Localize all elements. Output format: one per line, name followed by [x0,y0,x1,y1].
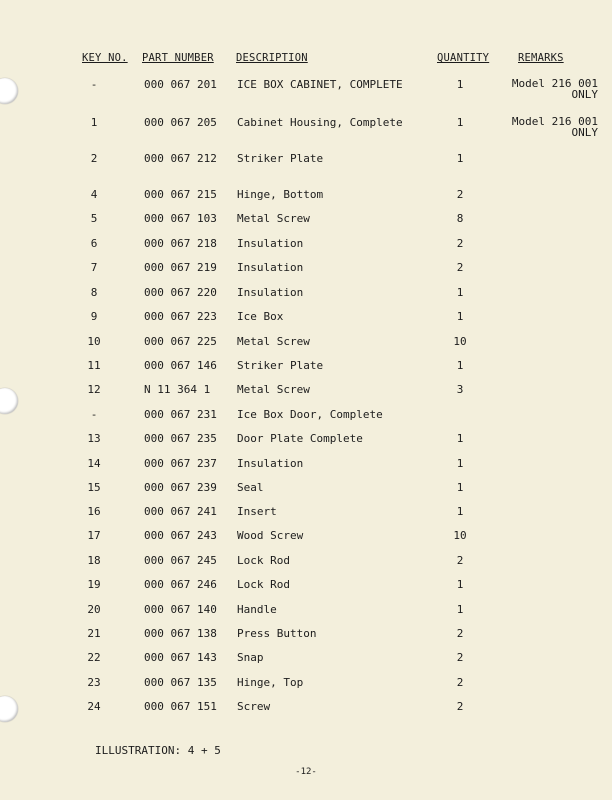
description-cell: Lock Rod [237,578,290,591]
key-no-cell: 9 [90,310,98,323]
key-no-cell: 11 [87,359,101,372]
quantity-cell: 1 [456,432,464,445]
description-cell: Hinge, Bottom [237,188,324,201]
table-row [0,627,612,641]
header-part-number: PART NUMBER [142,52,214,64]
part-number-cell: 000 067 231 [144,408,217,421]
key-no-cell: 13 [87,432,101,445]
part-number-cell: 000 067 241 [144,505,217,518]
part-number-cell: 000 067 151 [144,700,217,713]
part-number-cell: 000 067 245 [144,554,217,567]
part-number-cell: N 11 364 1 [144,383,211,396]
key-no-cell: 14 [87,457,101,470]
key-no-cell: 7 [90,261,98,274]
header-remarks: REMARKS [518,52,564,64]
header-quantity: QUANTITY [437,52,490,64]
key-no-cell: 22 [87,651,101,664]
table-row [0,676,612,690]
table-row [0,152,612,166]
table-row [0,603,612,617]
description-cell: Handle [237,603,277,616]
description-cell: Seal [237,481,264,494]
part-number-cell: 000 067 146 [144,359,217,372]
quantity-cell: 1 [456,359,464,372]
table-row [0,286,612,300]
part-number-cell: 000 067 239 [144,481,217,494]
quantity-cell: 2 [456,188,464,201]
part-number-cell: 000 067 103 [144,212,217,225]
key-no-cell: 18 [87,554,101,567]
part-number-cell: 000 067 138 [144,627,217,640]
table-row [0,578,612,592]
quantity-cell: 2 [456,261,464,274]
description-cell: Metal Screw [237,335,310,348]
part-number-cell: 000 067 143 [144,651,217,664]
quantity-cell: 1 [456,481,464,494]
description-cell: Lock Rod [237,554,290,567]
description-cell: Insert [237,505,277,518]
description-cell: ICE BOX CABINET, COMPLETE [237,78,403,91]
table-row [0,261,612,275]
table-row [0,529,612,543]
header-description: DESCRIPTION [236,52,308,64]
description-cell: Screw [237,700,271,713]
illustration-reference: ILLUSTRATION: 4 + 5 [95,744,221,757]
quantity-cell: 10 [453,335,467,348]
key-no-cell: 23 [87,676,101,689]
description-cell: Press Button [237,627,317,640]
part-number-cell: 000 067 235 [144,432,217,445]
description-cell: Striker Plate [237,152,324,165]
part-number-cell: 000 067 223 [144,310,217,323]
remarks-cell: Model 216 001 ONLY [511,115,598,139]
description-cell: Hinge, Top [237,676,304,689]
key-no-cell: - [90,408,98,421]
quantity-cell: 1 [456,310,464,323]
key-no-cell: 5 [90,212,98,225]
quantity-cell: 2 [456,676,464,689]
part-number-cell: 000 067 237 [144,457,217,470]
table-row [0,77,612,101]
key-no-cell: 8 [90,286,98,299]
description-cell: Ice Box [237,310,284,323]
description-cell: Striker Plate [237,359,324,372]
description-cell: Ice Box Door, Complete [237,408,383,421]
page-number: -12- [295,767,317,777]
description-cell: Metal Screw [237,383,310,396]
part-number-cell: 000 067 212 [144,152,217,165]
key-no-cell: 17 [87,529,101,542]
description-cell: Insulation [237,237,304,250]
quantity-cell: 2 [456,554,464,567]
description-cell: Snap [237,651,264,664]
table-row [0,432,612,446]
remarks-cell: Model 216 001 ONLY [511,77,598,101]
table-row [0,359,612,373]
quantity-cell: 8 [456,212,464,225]
table-row [0,115,612,139]
key-no-cell: 2 [90,152,98,165]
quantity-cell: 1 [456,578,464,591]
description-cell: Insulation [237,286,304,299]
part-number-cell: 000 067 205 [144,116,217,129]
key-no-cell: 19 [87,578,101,591]
key-no-cell: 4 [90,188,98,201]
key-no-cell: 16 [87,505,101,518]
part-number-cell: 000 067 201 [144,78,217,91]
quantity-cell: 2 [456,700,464,713]
quantity-cell: 1 [456,78,464,91]
quantity-cell: 1 [456,603,464,616]
table-row [0,651,612,665]
quantity-cell: 3 [456,383,464,396]
part-number-cell: 000 067 135 [144,676,217,689]
table-row [0,383,612,397]
part-number-cell: 000 067 220 [144,286,217,299]
table-row [0,457,612,471]
table-row [0,335,612,349]
quantity-cell: 10 [453,529,467,542]
part-number-cell: 000 067 218 [144,237,217,250]
key-no-cell: 20 [87,603,101,616]
part-number-cell: 000 067 243 [144,529,217,542]
key-no-cell: 24 [87,700,101,713]
table-row [0,505,612,519]
quantity-cell: 1 [456,116,464,129]
description-cell: Cabinet Housing, Complete [237,116,403,129]
table-row [0,554,612,568]
header-key-no: KEY NO. [82,52,128,64]
key-no-cell: 12 [87,383,101,396]
table-row [0,481,612,495]
key-no-cell: 21 [87,627,101,640]
key-no-cell: 15 [87,481,101,494]
quantity-cell: 2 [456,627,464,640]
description-cell: Insulation [237,261,304,274]
quantity-cell: 2 [456,651,464,664]
description-cell: Insulation [237,457,304,470]
part-number-cell: 000 067 140 [144,603,217,616]
table-row [0,408,612,422]
table-row [0,237,612,251]
quantity-cell: 1 [456,152,464,165]
part-number-cell: 000 067 219 [144,261,217,274]
key-no-cell: 1 [90,116,98,129]
part-number-cell: 000 067 215 [144,188,217,201]
part-number-cell: 000 067 225 [144,335,217,348]
quantity-cell: 1 [456,457,464,470]
key-no-cell: 6 [90,237,98,250]
description-cell: Wood Screw [237,529,304,542]
table-row [0,188,612,202]
table-row [0,700,612,714]
part-number-cell: 000 067 246 [144,578,217,591]
key-no-cell: - [90,78,98,91]
key-no-cell: 10 [87,335,101,348]
description-cell: Metal Screw [237,212,310,225]
quantity-cell: 1 [456,505,464,518]
description-cell: Door Plate Complete [237,432,363,445]
quantity-cell: 1 [456,286,464,299]
table-row [0,212,612,226]
table-row [0,310,612,324]
quantity-cell: 2 [456,237,464,250]
